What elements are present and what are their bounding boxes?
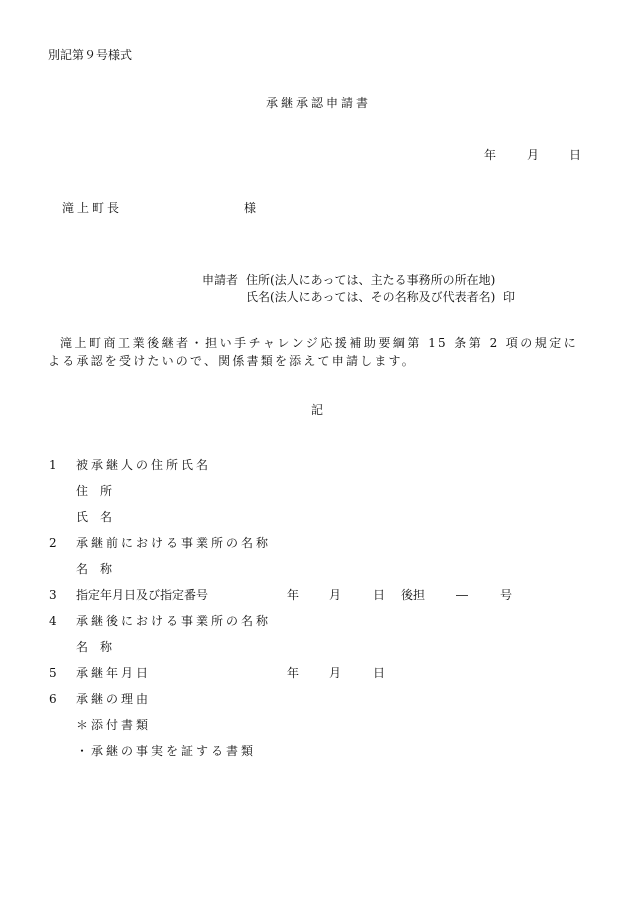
addressee-honorific: 様 — [244, 201, 257, 215]
name-label: 名 称 — [76, 640, 113, 654]
item-number: 6 — [49, 692, 57, 706]
applicant-address: 住所(法人にあっては、主たる事務所の所在地) — [246, 273, 496, 287]
document-title: 承継承認申請書 — [266, 96, 372, 110]
name-label: 名 称 — [76, 562, 113, 576]
item-number: 2 — [49, 536, 57, 550]
name-label: 氏 名 — [76, 510, 113, 524]
applicant-name: 氏名(法人にあっては、その名称及び代表者名) — [246, 290, 496, 304]
address-label: 住 所 — [76, 484, 113, 498]
item-label: 指定年月日及び指定番号 — [76, 588, 209, 602]
attachments-header: ＊添付書類 — [76, 718, 152, 732]
date-year: 年 — [484, 148, 497, 162]
number-dash: ― — [456, 588, 468, 602]
item-month: 月 — [329, 588, 342, 602]
attachment-item: ・承継の事実を証する書類 — [76, 744, 257, 758]
item-number: 3 — [49, 588, 57, 602]
item-year: 年 — [287, 666, 300, 680]
item-label: 承継年月日 — [76, 666, 152, 680]
applicant-label: 申請者 — [202, 273, 239, 287]
item-number: 1 — [49, 458, 57, 472]
ki-heading: 記 — [311, 403, 324, 417]
item-number: 4 — [49, 614, 57, 628]
item-day: 日 — [373, 588, 386, 602]
item-number: 5 — [49, 666, 57, 680]
item-year: 年 — [287, 588, 300, 602]
addressee-name: 滝上町長 — [62, 201, 123, 215]
item-label: 被承継人の住所氏名 — [76, 458, 212, 472]
body-paragraph: 滝上町商工業後継者・担い手チャレンジ応援補助要綱第 15 条第 2 項の規定による承認を受けたいので、関係書類を添えて申請します。 — [48, 336, 578, 368]
item-label: 承継後における事業所の名称 — [76, 614, 272, 628]
item-label: 承継の理由 — [76, 692, 152, 706]
item-day: 日 — [373, 666, 386, 680]
seal-mark: 印 — [503, 290, 516, 304]
date-day: 日 — [569, 148, 582, 162]
date-month: 月 — [527, 148, 540, 162]
number-prefix: 後担 — [401, 588, 426, 602]
number-suffix: 号 — [500, 588, 513, 602]
form-label: 別記第９号様式 — [48, 48, 133, 62]
item-month: 月 — [329, 666, 342, 680]
item-label: 承継前における事業所の名称 — [76, 536, 272, 550]
